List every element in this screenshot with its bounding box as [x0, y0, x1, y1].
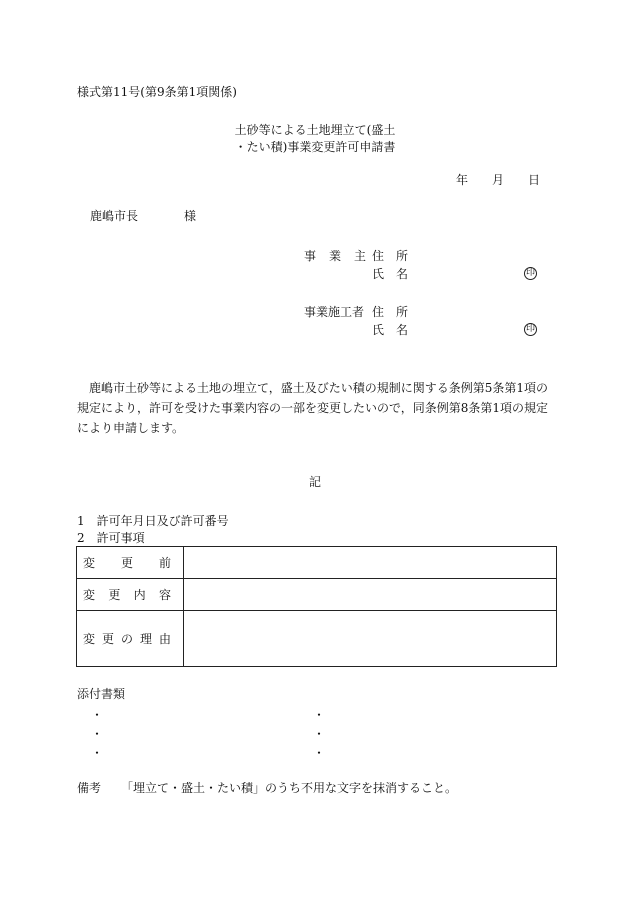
- operator-label-char-2: 業: [329, 249, 342, 263]
- contractor-address-label-char-1: 住: [372, 305, 385, 319]
- item-permit-matters: 2 許可事項: [77, 531, 145, 545]
- before-change-label: 変 更 前: [77, 547, 184, 579]
- contractor-label: 事業施工者: [304, 305, 365, 319]
- attachments-label: 添付書類: [77, 687, 126, 701]
- attachment-bullet-right-3: ・: [313, 746, 326, 760]
- remarks-text: 「埋立て・盛土・たい積」のうち不用な文字を抹消すること。: [121, 781, 458, 795]
- document-title-line-2: ・たい積)事業変更許可申請書: [234, 140, 396, 154]
- table-row-change-reason: [77, 611, 557, 667]
- change-reason-label: 変 更 の 理 由: [77, 611, 184, 667]
- attachment-bullet-left-1: ・: [91, 708, 104, 722]
- operator-name-label-char-1: 氏: [372, 267, 385, 281]
- operator-label-char-3: 主: [354, 249, 367, 263]
- date-month-label: 月: [492, 173, 505, 187]
- recipient-name: 鹿嶋市長: [90, 209, 139, 223]
- remarks-label: 備考: [77, 781, 102, 795]
- recipient: [90, 210, 196, 222]
- attachment-bullet-left-2: ・: [91, 727, 104, 741]
- change-content-label: 変 更 内 容: [77, 579, 184, 611]
- operator-name-label-char-2: 名: [396, 267, 409, 281]
- before-change-value[interactable]: [184, 547, 557, 579]
- table-row-before-change: [77, 547, 557, 579]
- contractor-address-label-char-2: 所: [396, 305, 409, 319]
- date-year-label: 年: [456, 173, 469, 187]
- contractor-name-label-char-2: 名: [396, 323, 409, 337]
- operator-address-label-char-1: 住: [372, 249, 385, 263]
- contractor-seal-icon: 印: [525, 324, 535, 334]
- item-permit-date-number: 1 許可年月日及び許可番号: [77, 514, 229, 528]
- change-content-value[interactable]: [184, 579, 557, 611]
- attachment-bullet-right-2: ・: [313, 727, 326, 741]
- date-day-label: 日: [528, 173, 541, 187]
- permit-change-table: [76, 546, 557, 667]
- attachment-bullet-right-1: ・: [313, 708, 326, 722]
- contractor-name-label-char-1: 氏: [372, 323, 385, 337]
- recipient-honorific: 様: [184, 209, 197, 223]
- change-reason-value[interactable]: [184, 611, 557, 667]
- attachment-bullet-left-3: ・: [91, 746, 104, 760]
- operator-label-char-1: 事: [304, 249, 317, 263]
- operator-address-label-char-2: 所: [396, 249, 409, 263]
- form-number: 様式第11号(第9条第1項関係): [77, 85, 237, 99]
- application-body-text: 鹿嶋市土砂等による土地の埋立て，盛土及びたい積の規制に関する条例第5条第1項の規定により，許可を受けた事業内容の一部を変更したいので，同条例第8条第1項の規定により申請します。: [77, 381, 549, 435]
- operator-seal-icon: 印: [525, 268, 535, 278]
- remarks: [77, 782, 457, 794]
- ki-heading: 記: [308, 475, 321, 489]
- table-row-change-content: [77, 579, 557, 611]
- document-title-line-1: 土砂等による土地埋立て(盛土: [234, 123, 396, 137]
